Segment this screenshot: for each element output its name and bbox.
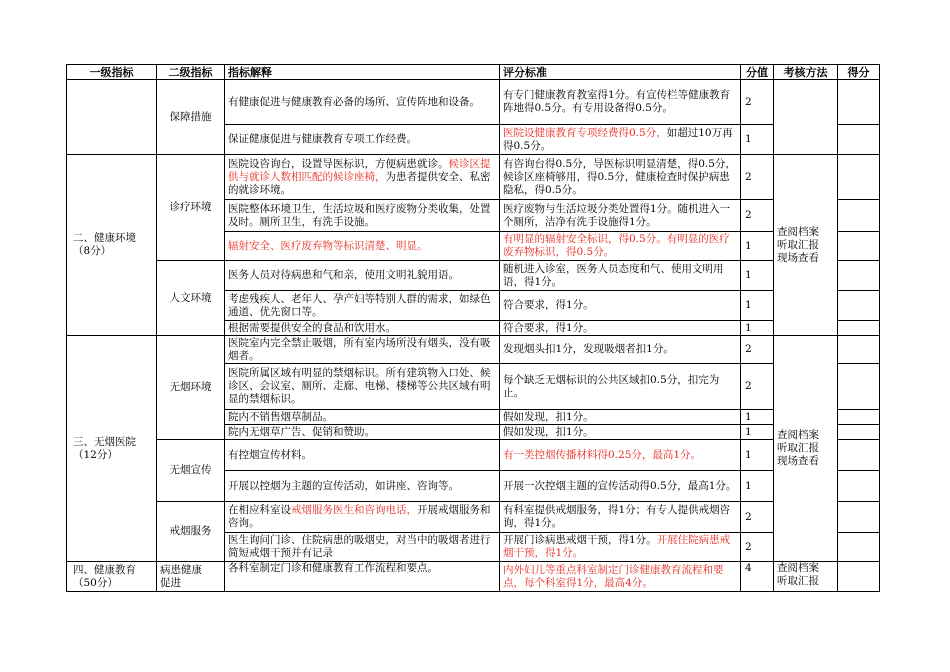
explanation-tail: 为患者提供安全、私密的就诊环境。 <box>228 170 491 196</box>
criteria-cell: 医疗废物与生活垃圾分类处置得1分。随机进入一个厕所，洁净有洗手设施得1分。 <box>500 200 741 232</box>
score-cell[interactable] <box>838 471 880 502</box>
points-cell: 2 <box>741 364 774 410</box>
level2-cessation: 戒烟服务 <box>157 502 225 562</box>
criteria-highlight: 开展住院病患戒烟干预，得1分。 <box>503 534 731 559</box>
level1-smokefree <box>67 336 157 562</box>
criteria-cell: 每个缺乏无烟标识的公共区域扣0.5分，扣完为止。 <box>500 364 741 410</box>
criteria-cell: 有专门健康教育教室得1分。有宣传栏等健康教育阵地得0.5分。有专用设备得0.5分。 <box>500 80 741 125</box>
explanation-cell: 考虑残疾人、老年人、孕产妇等特别人群的需求，如绿色通道、优先窗口等。 <box>225 291 500 321</box>
score-cell[interactable] <box>838 410 880 425</box>
points-cell: 1 <box>741 125 774 155</box>
explanation-highlight: 候诊区提供与就诊人数相匹配的候诊座椅， <box>228 157 491 183</box>
header-method: 考核方法 <box>774 65 838 80</box>
table-row <box>67 440 880 471</box>
criteria-cell: 假如发现，扣1分。 <box>500 410 741 425</box>
table-row <box>67 80 880 125</box>
explanation-tail: 开展戒烟服务和咨询。 <box>228 504 491 529</box>
explanation-cell: 各科室制定门诊和健康教育工作流程和要点。 <box>225 562 500 592</box>
score-cell[interactable] <box>838 291 880 321</box>
score-cell[interactable] <box>838 125 880 155</box>
criteria-cell: 有科室提供戒烟服务，得1分；有专人提供戒烟咨询，得1分。 <box>500 502 741 533</box>
level2-patient-edu <box>157 562 225 592</box>
score-cell[interactable] <box>838 232 880 261</box>
header-level1: 一级指标 <box>67 65 157 80</box>
points-cell: 2 <box>741 336 774 364</box>
explanation-cell: 医生询问门诊、住院病患的吸烟史，对当中的吸烟者进行简短戒烟干预并有记录 <box>225 533 500 562</box>
points-cell: 1 <box>741 261 774 291</box>
score-cell[interactable] <box>838 533 880 562</box>
level2-support: 保障措施 <box>157 80 225 155</box>
criteria-cell: 假如发现，扣1分。 <box>500 425 741 440</box>
method-line: 现场查看 <box>777 455 819 467</box>
level1-environment-score: （8分） <box>73 245 112 257</box>
points-cell: 2 <box>741 155 774 200</box>
method-environment <box>774 155 838 336</box>
explanation-cell: 有控烟宣传材料。 <box>225 440 500 471</box>
score-cell[interactable] <box>838 562 880 592</box>
method-cell-empty <box>774 80 838 155</box>
explanation-cell: 保证健康促进与健康教育专项工作经费。 <box>225 125 500 155</box>
criteria-cell <box>500 533 741 562</box>
points-cell: 2 <box>741 80 774 125</box>
method-line: 听取汇报 <box>777 575 819 587</box>
level2-clinic: 诊疗环境 <box>157 155 225 261</box>
explanation-cell: 医院整体环境卫生，生活垃圾和医疗废物分类收集，处置及时。厕所卫生，有洗手设施。 <box>225 200 500 232</box>
explanation-cell <box>225 155 500 200</box>
method-education <box>774 562 838 592</box>
header-points: 分值 <box>741 65 774 80</box>
explanation-cell: 根据需要提供安全的食品和饮用水。 <box>225 321 500 336</box>
points-cell: 2 <box>741 200 774 232</box>
explanation-cell <box>225 502 500 533</box>
criteria-cell: 符合要求，得1分。 <box>500 291 741 321</box>
criteria-text: 开展门诊病患戒烟干预，得1分。 <box>503 534 657 546</box>
header-score: 得分 <box>838 65 880 80</box>
points-cell: 1 <box>741 425 774 440</box>
level1-education <box>67 562 157 592</box>
method-line: 查阅档案 <box>777 429 819 441</box>
explanation-text: 医院设咨询台，设置导医标识，方便病患就诊。 <box>228 157 449 170</box>
explanation-highlight: 戒烟服务医生和咨询电话， <box>291 504 417 516</box>
explanation-cell: 医院室内完全禁止吸烟，所有室内场所没有烟头，没有吸烟者。 <box>225 336 500 364</box>
points-cell: 2 <box>741 533 774 562</box>
points-cell: 1 <box>741 410 774 425</box>
method-line: 查阅档案 <box>777 562 819 574</box>
criteria-cell: 开展一次控烟主题的宣传活动得0.5分，最高1分。 <box>500 471 741 502</box>
criteria-cell: 发现烟头扣1分，发现吸烟者扣1分。 <box>500 336 741 364</box>
points-cell: 2 <box>741 502 774 533</box>
level2-patient-edu-line2: 促进 <box>160 576 181 589</box>
points-cell: 1 <box>741 321 774 336</box>
level2-smokefree-env: 无烟环境 <box>157 336 225 440</box>
points-cell: 4 <box>741 562 774 592</box>
criteria-text: 如超过10万再得0.5分。 <box>503 126 733 152</box>
level1-education-score: （50分） <box>73 576 118 589</box>
method-line: 现场查看 <box>777 251 819 264</box>
criteria-cell: 随机进入诊室，医务人员态度和气、使用文明用语，得1分。 <box>500 261 741 291</box>
level2-patient-edu-line1: 病患健康 <box>160 563 202 576</box>
table-row <box>67 336 880 364</box>
explanation-cell: 辐射安全、医疗废弃物等标识清楚、明显。 <box>225 232 500 261</box>
level2-humane: 人文环境 <box>157 261 225 336</box>
explanation-cell: 院内无烟草广告、促销和赞助。 <box>225 425 500 440</box>
level1-cell-empty <box>67 80 157 155</box>
method-line: 查阅档案 <box>777 225 819 238</box>
level1-environment <box>67 155 157 336</box>
criteria-cell: 有一类控烟传播材料得0.25分，最高1分。 <box>500 440 741 471</box>
level1-environment-name: 二、健康环境 <box>73 232 136 244</box>
points-cell: 1 <box>741 471 774 502</box>
criteria-cell: 有明显的辐射安全标识，得0.5分。有明显的医疗废弃物标识，得0.5分。 <box>500 232 741 261</box>
criteria-cell: 内外妇儿等重点科室制定门诊健康教育流程和要点，每个科室得1分，最高4分。 <box>500 562 741 592</box>
points-cell: 1 <box>741 232 774 261</box>
explanation-cell: 开展以控烟为主题的宣传活动，如讲座、咨询等。 <box>225 471 500 502</box>
evaluation-table <box>66 64 880 592</box>
criteria-cell: 有咨询台得0.5分，导医标识明显清楚，得0.5分，候诊区座椅够用，得0.5分，健康检查时保护病患隐私，得0.5分。 <box>500 155 741 200</box>
header-explanation: 指标解释 <box>225 65 500 80</box>
level1-smokefree-score: （12分） <box>73 448 118 461</box>
score-cell[interactable] <box>838 336 880 364</box>
header-row <box>67 65 880 80</box>
level1-smokefree-name: 三、无烟医院 <box>73 435 136 448</box>
method-smokefree <box>774 336 838 562</box>
evaluation-sheet <box>66 64 880 592</box>
criteria-cell: 符合要求，得1分。 <box>500 321 741 336</box>
method-line: 听取汇报 <box>777 442 819 454</box>
header-level2: 二级指标 <box>157 65 225 80</box>
score-cell[interactable] <box>838 155 880 200</box>
points-cell: 1 <box>741 291 774 321</box>
score-cell[interactable] <box>838 425 880 440</box>
explanation-cell: 院内不销售烟草制品。 <box>225 410 500 425</box>
header-criteria: 评分标准 <box>500 65 741 80</box>
score-cell[interactable] <box>838 321 880 336</box>
explanation-text: 在相应科室设 <box>228 504 291 516</box>
score-cell[interactable] <box>838 364 880 410</box>
table-row <box>67 562 880 592</box>
score-cell[interactable] <box>838 200 880 232</box>
criteria-highlight: 医院设健康教育专项经费得0.5分， <box>503 126 667 139</box>
points-cell: 1 <box>741 440 774 471</box>
level1-education-name: 四、健康教育 <box>73 563 136 576</box>
table-row <box>67 502 880 533</box>
table-row <box>67 261 880 291</box>
explanation-cell: 医务人员对待病患和气和亲，使用文明礼貌用语。 <box>225 261 500 291</box>
explanation-cell: 有健康促进与健康教育必备的场所、宣传阵地和设备。 <box>225 80 500 125</box>
criteria-cell <box>500 125 741 155</box>
explanation-cell: 医院所属区域有明显的禁烟标识。所有建筑物入口处、候诊区、会议室、厕所、走廊、电梯、楼梯等公共区域有明显的禁烟标识。 <box>225 364 500 410</box>
score-cell[interactable] <box>838 261 880 291</box>
score-cell[interactable] <box>838 440 880 471</box>
table-row <box>67 155 880 200</box>
score-cell[interactable] <box>838 502 880 533</box>
method-line: 听取汇报 <box>777 238 819 251</box>
level2-smokefree-pub: 无烟宣传 <box>157 440 225 502</box>
score-cell[interactable] <box>838 80 880 125</box>
